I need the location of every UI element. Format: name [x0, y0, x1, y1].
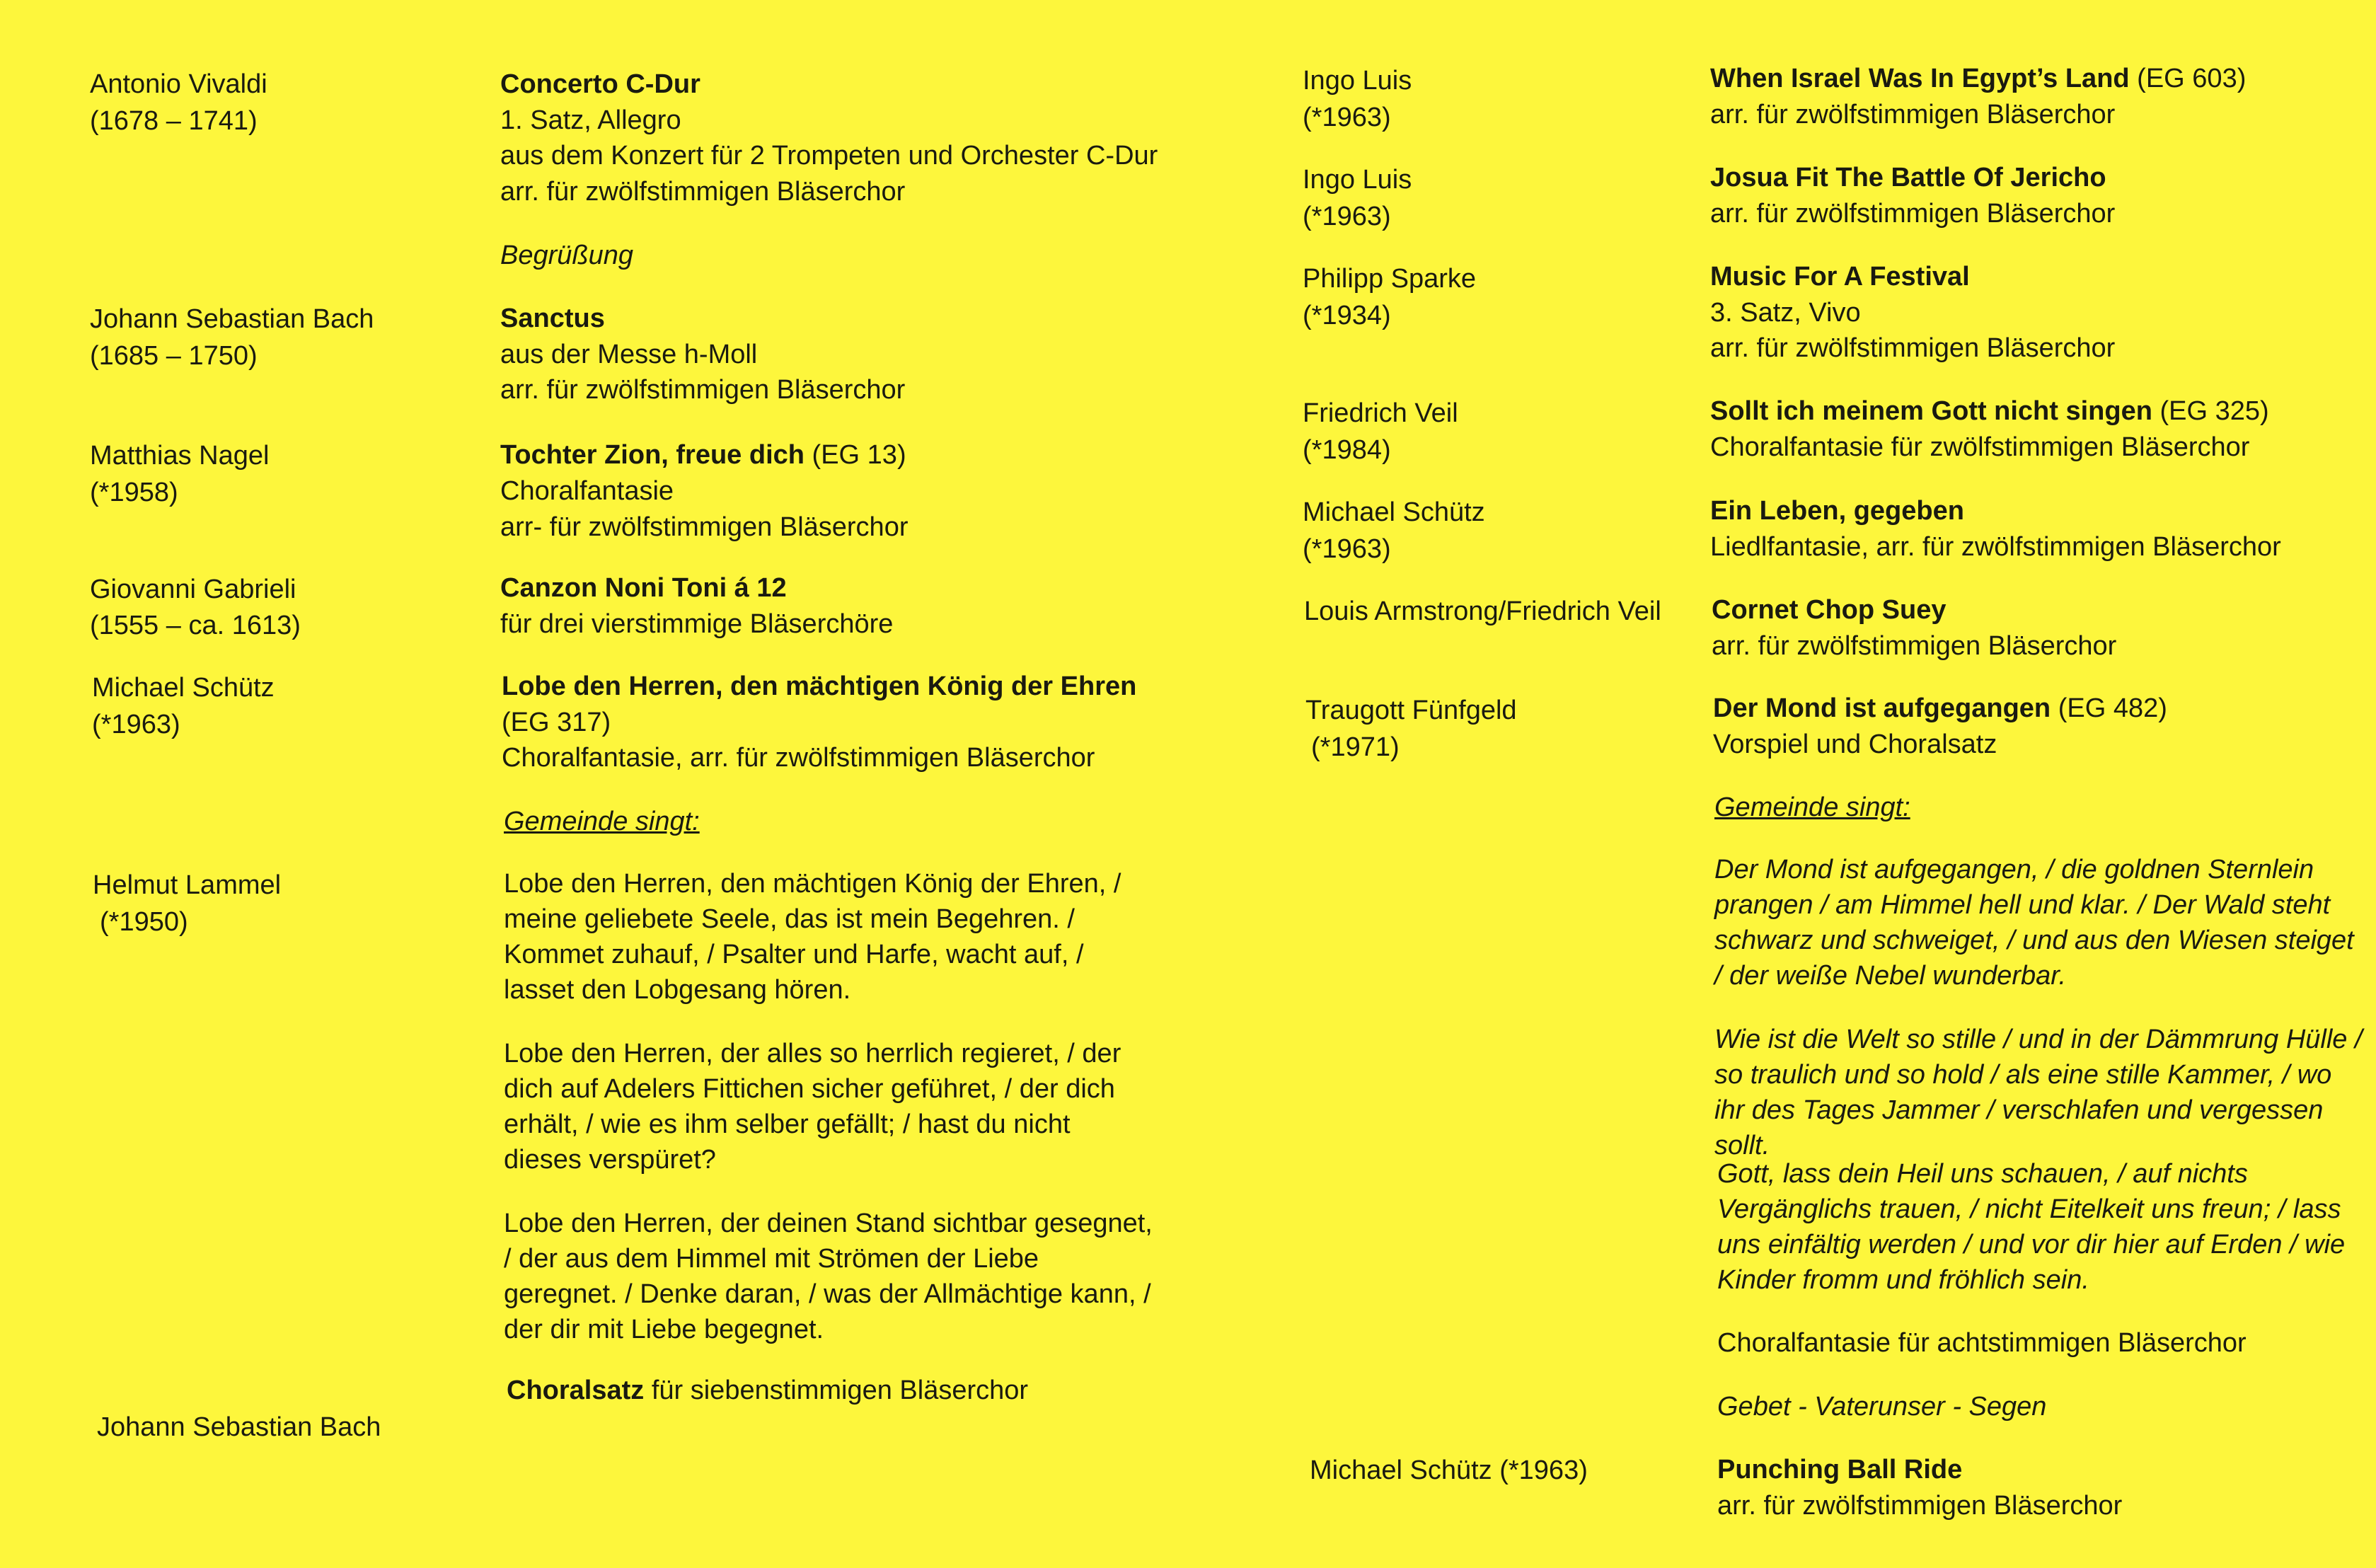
work-detail: für drei vierstimmige Bläserchöre: [500, 609, 894, 639]
work-title: Ein Leben, gegeben: [1710, 496, 1964, 526]
work-detail: arr. für zwölfstimmigen Bläserchor: [500, 177, 906, 207]
congregation-sings-label: Gemeinde singt:: [504, 807, 700, 836]
work-title: Der Mond ist aufgegangen: [1713, 693, 2051, 723]
work-detail: für siebenstimmigen Bläserchor: [644, 1376, 1029, 1405]
composer-name: Matthias Nagel: [90, 441, 270, 471]
hymn-number: (EG 603): [2129, 64, 2247, 93]
hymn-number: (EG 325): [2152, 396, 2269, 426]
work-detail: Choralfantasie: [500, 476, 674, 506]
composer-name: Ingo Luis: [1303, 165, 1412, 195]
hymn-verse: Lobe den Herren, den mächtigen König der Ehren, / meine geliebete Seele, das ist mein Begehren. / Kommet zuhauf, / Psalter und Harfe, wacht auf, / lasset den Lobgesang hören.: [504, 869, 1121, 1005]
composer-name: Philipp Sparke: [1303, 264, 1477, 294]
work-heading: [507, 1373, 1028, 1408]
composer-name: Michael Schütz: [92, 673, 275, 703]
composer-years: (*1950): [100, 907, 188, 937]
work-title: Punching Ball Ride: [1717, 1455, 1963, 1485]
composer-name: Johann Sebastian Bach: [97, 1412, 381, 1442]
work-detail: aus der Messe h-Moll: [500, 340, 758, 369]
work-title: Lobe den Herren, den mächtigen König der Ehren: [502, 671, 1137, 701]
work-title: When Israel Was In Egypt’s Land: [1710, 64, 2130, 93]
composer-name: Giovanni Gabrieli: [90, 575, 296, 604]
composer-name: Helmut Lammel: [93, 870, 282, 900]
work-title: Concerto C-Dur: [500, 69, 700, 99]
hymn-verse: Lobe den Herren, der alles so herrlich regieret, / der dich auf Adelers Fittichen sicher geführet, / der dich erhält, / wie es ihm selber gefällt; / hast du nicht dieses verspüret?: [504, 1039, 1121, 1175]
work-title: Tochter Zion, freue dich: [500, 440, 805, 470]
composer-years: (1555 – ca. 1613): [90, 611, 301, 640]
work-detail: arr. für zwölfstimmigen Bläserchor: [1710, 199, 2116, 229]
work-detail: Choralfantasie, arr. für zwölfstimmigen Bläserchor: [502, 743, 1095, 773]
work-detail: arr. für zwölfstimmigen Bläserchor: [500, 375, 906, 405]
composer-name: Ingo Luis: [1303, 66, 1412, 96]
composer-years: (*1963): [1303, 103, 1391, 132]
hymn-number: (EG 317): [502, 708, 611, 737]
work-detail: Choralfantasie für zwölfstimmigen Bläserchor: [1710, 432, 2250, 462]
work-detail: Vorspiel und Choralsatz: [1713, 730, 1997, 759]
work-detail: arr- für zwölfstimmigen Bläserchor: [500, 512, 909, 542]
composer-years: (*1958): [90, 478, 178, 507]
composer-years: (*1984): [1303, 435, 1391, 465]
composer-years: (*1963): [1303, 202, 1391, 231]
congregation-sings-label: Gemeinde singt:: [1714, 792, 1910, 822]
hymn-verse: Lobe den Herren, der deinen Stand sichtbar gesegnet, / der aus dem Himmel mit Strömen der Liebe geregnet. / Denke daran, / was der Allmächtige kann, / der dir mit Liebe begegnet.: [504, 1209, 1153, 1344]
work-detail: arr. für zwölfstimmigen Bläserchor: [1710, 333, 2116, 363]
hymn-verse: Der Mond ist aufgegangen, / die goldnen Sternlein prangen / am Himmel hell und klar. / Der Wald steht schwarz und schweiget, / und aus den Wiesen steiget / der weiße Nebel wunderbar.: [1714, 855, 2354, 991]
composer-name: Antonio Vivaldi: [90, 69, 267, 99]
work-detail: 3. Satz, Vivo: [1710, 298, 1861, 328]
work-title: Canzon Noni Toni á 12: [500, 573, 787, 603]
hymn-verse: Gott, lass dein Heil uns schauen, / auf nichts Vergänglichs trauen, / nicht Eitelkeit uns freun; / lass uns einfältig werden / und vor dir hier auf Erden / wie Kinder fromm und fröhlich sein.: [1717, 1159, 2346, 1295]
composer-years: (*1963): [92, 710, 180, 739]
work-detail: Liedlfantasie, arr. für zwölfstimmigen Bläserchor: [1710, 532, 2281, 562]
composer-name: Michael Schütz: [1303, 497, 1485, 527]
work-title: Josua Fit The Battle Of Jericho: [1710, 163, 2106, 192]
composer-years: (*1963): [1303, 534, 1391, 564]
work-heading: [1713, 691, 2167, 726]
work-heading: [500, 437, 906, 473]
work-title: Cornet Chop Suey: [1712, 595, 1947, 625]
work-heading: [1710, 393, 2269, 429]
composer-name: Friedrich Veil: [1303, 398, 1458, 428]
work-detail: Choralfantasie für achtstimmigen Bläserchor: [1717, 1328, 2247, 1358]
work-title: Sollt ich meinem Gott nicht singen: [1710, 396, 2152, 426]
composer-name: Johann Sebastian Bach: [90, 304, 374, 334]
work-title: Music For A Festival: [1710, 262, 1970, 292]
composer-years: (*1934): [1303, 301, 1391, 330]
hymn-number: (EG 13): [805, 440, 906, 470]
work-detail: aus dem Konzert für 2 Trompeten und Orchester C-Dur: [500, 141, 1158, 171]
program-note: Begrüßung: [500, 241, 634, 270]
work-detail: arr. für zwölfstimmigen Bläserchor: [1710, 100, 2116, 129]
hymn-verse: Wie ist die Welt so stille / und in der Dämmrung Hülle / so traulich und so hold / als eine stille Kammer, / wo ihr des Tages Jammer / verschlafen und vergessen sollt.: [1714, 1025, 2363, 1160]
composer-name: Michael Schütz (*1963): [1310, 1455, 1588, 1485]
work-detail: arr. für zwölfstimmigen Bläserchor: [1712, 631, 2117, 661]
work-heading: [1710, 61, 2246, 96]
composer-name: Traugott Fünfgeld: [1305, 696, 1517, 725]
composer-years: (1685 – 1750): [90, 341, 258, 371]
composer-years: (*1971): [1311, 732, 1400, 762]
program-note: Gebet - Vaterunser - Segen: [1717, 1392, 2047, 1422]
composer-years: (1678 – 1741): [90, 106, 258, 136]
work-title: Sanctus: [500, 304, 605, 333]
work-title: Choralsatz: [507, 1376, 645, 1405]
hymn-number: (EG 482): [2051, 693, 2167, 723]
composer-name: Louis Armstrong/Friedrich Veil: [1304, 596, 1661, 626]
work-detail: 1. Satz, Allegro: [500, 105, 681, 135]
work-detail: arr. für zwölfstimmigen Bläserchor: [1717, 1491, 2123, 1521]
